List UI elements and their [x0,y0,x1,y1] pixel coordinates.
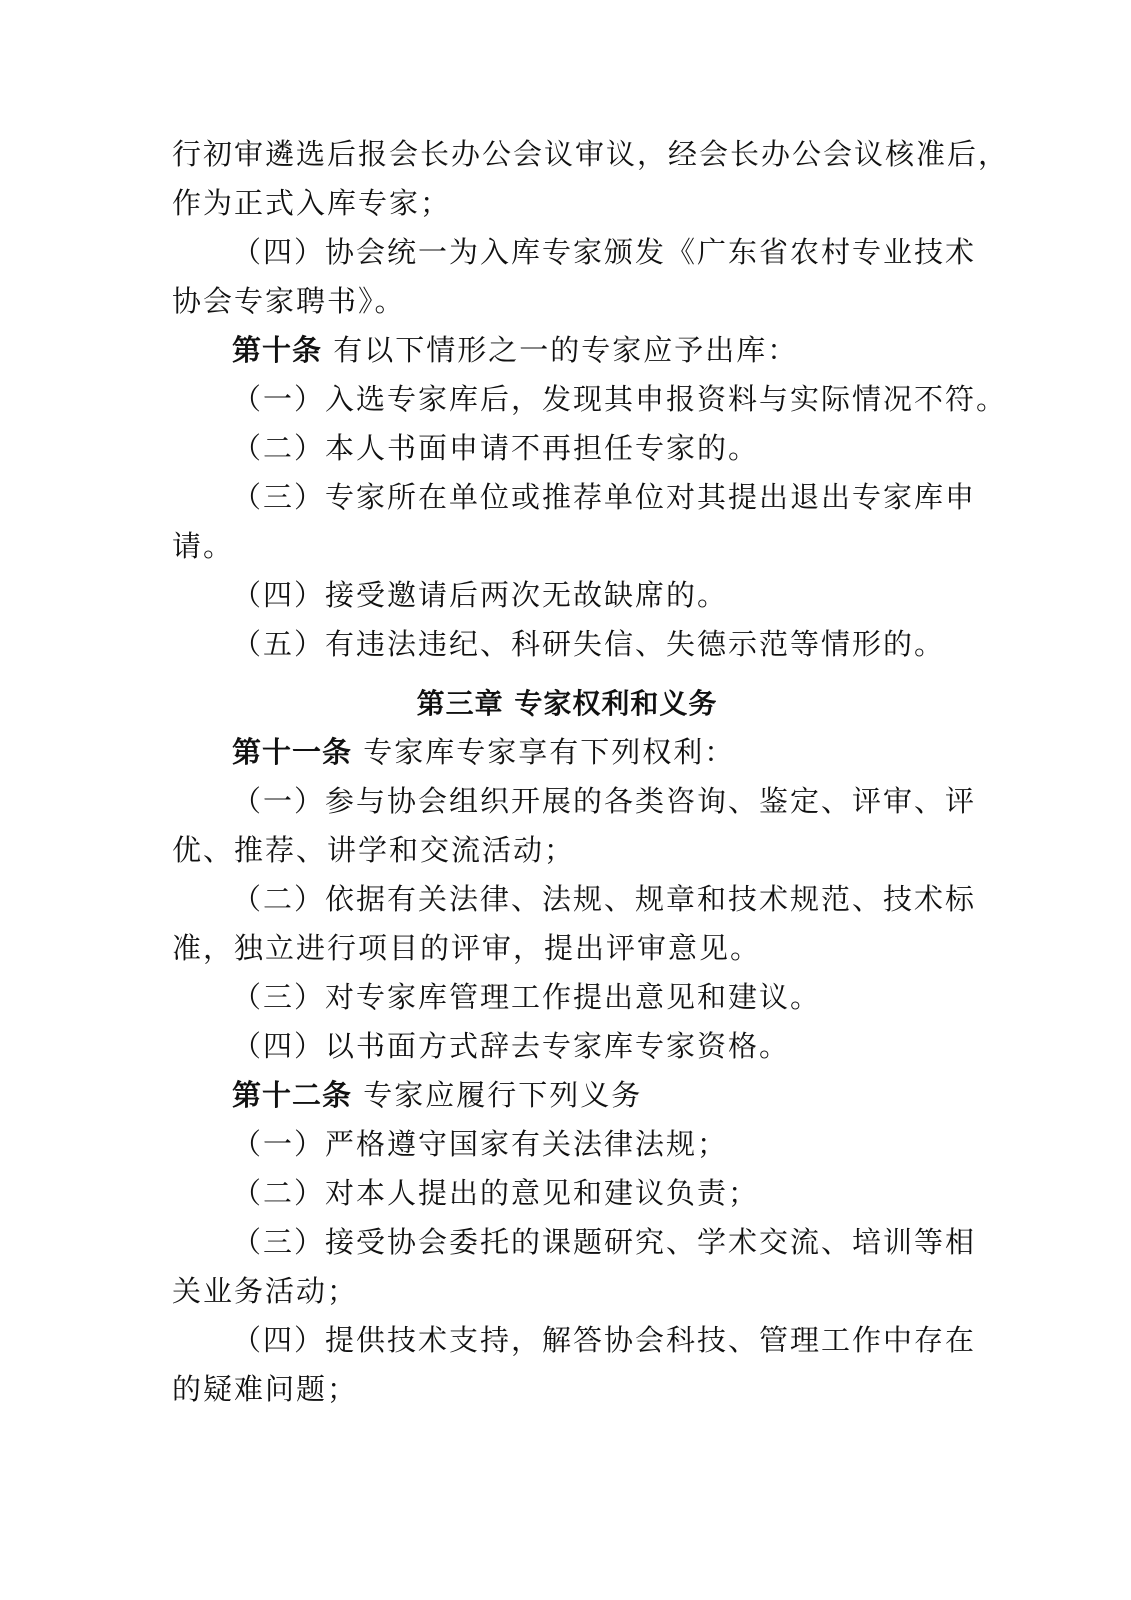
article-10-item-2: （二）本人书面申请不再担任专家的。 [232,431,760,465]
paragraph-line: 行初审遴选后报会长办公会议审议，经会长办公会议核准后， [172,137,1010,171]
article-12-item-1: （一）严格遵守国家有关法律法规； [232,1127,729,1161]
article-12-text: 专家应履行下列义务 [363,1078,643,1112]
article-12 [172,1071,962,1120]
chapter-3-title: 第三章 专家权利和义务 [416,687,718,720]
article-11-item-1-cont: 优、推荐、讲学和交流活动； [172,833,576,867]
article-12-item-4-cont: 的疑难问题； [172,1372,359,1406]
document-page [172,130,1010,1414]
article-10-item-3-cont: 请。 [172,529,235,563]
article-10-item-3: （三）专家所在单位或推荐单位对其提出退出专家库申 [232,480,977,514]
article-11-text: 专家库专家享有下列权利： [363,735,736,769]
article-12-heading: 第十二条 [232,1078,353,1112]
article-10-heading: 第十条 [232,333,323,367]
article-12-item-3: （三）接受协会委托的课题研究、学术交流、培训等相 [232,1225,977,1259]
article-12-item-3-cont: 关业务活动； [172,1274,359,1308]
article-11-item-2-cont: 准，独立进行项目的评审，提出评审意见。 [172,931,762,965]
article-11-item-3: （三）对专家库管理工作提出意见和建议。 [232,980,822,1014]
paragraph-line: 协会专家聘书》。 [172,284,406,318]
article-12-item-2: （二）对本人提出的意见和建议负责； [232,1176,760,1210]
article-11-item-4: （四）以书面方式辞去专家库专家资格。 [232,1029,791,1063]
article-10-item-1: （一）入选专家库后，发现其申报资料与实际情况不符。 [232,382,1008,416]
article-12-item-4: （四）提供技术支持，解答协会科技、管理工作中存在 [232,1323,977,1357]
paragraph-line: （四）协会统一为入库专家颁发《广东省农村专业技术 [232,235,977,269]
paragraph-line: 作为正式入库专家； [172,186,452,220]
article-10-text: 有以下情形之一的专家应予出库： [333,333,799,367]
article-10-item-4: （四）接受邀请后两次无故缺席的。 [232,578,729,612]
article-11-heading: 第十一条 [232,735,353,769]
article-10-item-5: （五）有违法违纪、科研失信、失德示范等情形的。 [232,627,946,661]
article-11-item-1: （一）参与协会组织开展的各类咨询、鉴定、评审、评 [232,784,977,818]
article-10 [172,326,962,375]
article-11 [172,728,962,777]
article-11-item-2: （二）依据有关法律、法规、规章和技术规范、技术标 [232,882,977,916]
